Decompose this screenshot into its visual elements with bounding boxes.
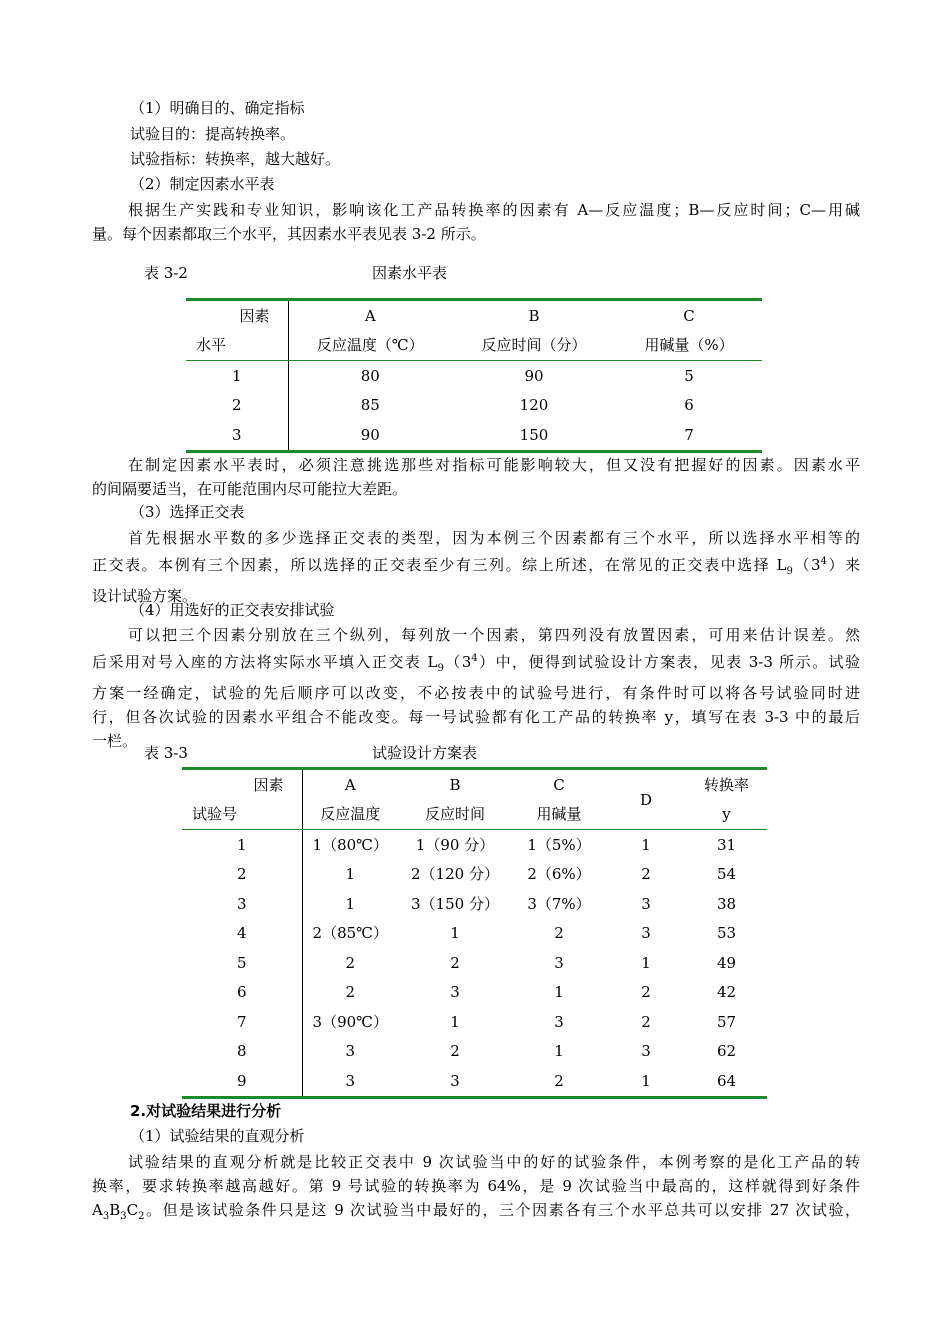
paragraph-line: 在制定因素水平表时，必须注意挑选那些对指标可能影响较大，但又没有把握好的因素。因素水平 [128, 456, 860, 474]
col-y-title: 转换率 [703, 775, 749, 794]
col-b-code: B [449, 775, 461, 794]
paragraph-line: 设计试验方案。 [92, 587, 198, 605]
trial-design-table [182, 767, 767, 1099]
paragraph-line: 后采用对号入座的方法将实际水平填入正交表 $L_9(3^4)$中，便得到试验设计方案表，见表 3-3 所示。试验 [92, 653, 860, 674]
trial-goal: 试验目的：提高转换率。 [130, 125, 296, 143]
table-3-2-number: 表 3-2 [144, 264, 188, 282]
paragraph-line: 可以把三个因素分别放在三个纵列，每列放一个因素，第四列没有放置因素，可用来估计误差。然 [128, 626, 860, 644]
paragraph-line: 一栏。 [92, 732, 138, 750]
section-2-paragraph [92, 198, 860, 246]
table-row: 8 3 2 1 3 62 [182, 1037, 767, 1067]
header-factor: 因素 [186, 300, 288, 331]
col-c-code: C [683, 306, 695, 325]
table-3-3-number: 表 3-3 [144, 744, 188, 762]
header-trial: 试验号 [182, 800, 302, 830]
paragraph-line: 行，但各次试验的因素水平组合不能改变。每一号试验都有化工产品的转换率 y，填写在表 3-3 中的最后 [92, 708, 860, 726]
table-row: 2 1 2（120 分） 2（6%） 2 54 [182, 860, 767, 890]
col-d-code: D [606, 769, 686, 830]
section-3-paragraph [92, 526, 860, 608]
part-2-subheading: （1）试验结果的直观分析 [130, 1127, 305, 1145]
part-2-heading: 2.对试验结果进行分析 [130, 1102, 282, 1120]
table-row: 4 2（85℃） 1 2 3 53 [182, 919, 767, 949]
table-row: 5 2 2 3 1 49 [182, 948, 767, 978]
paragraph-line: 根据生产实践和专业知识，影响该化工产品转换率的因素有 A—反应温度；B—反应时间；C—用碱 [128, 201, 860, 219]
table-row: 9 3 3 2 1 64 [182, 1066, 767, 1097]
paragraph-line: 换率，要求转换率越高越好。第 9 号试验的转换率为 64%，是 9 次试验当中最高的，这样就得到好条件 [92, 1177, 860, 1195]
header-factor: 因素 [182, 769, 302, 800]
section-4-heading: （4）用选好的正交表安排试验 [130, 601, 335, 619]
col-c-name: 用碱量 [512, 800, 606, 830]
table-row: 3 1 3（150 分） 3（7%） 3 38 [182, 889, 767, 919]
section-2-heading: （2）制定因素水平表 [130, 175, 275, 193]
paragraph-line: 方案一经确定，试验的先后顺序可以改变，不必按表中的试验号进行，有条件时可以将各号试验同时进 [92, 684, 860, 702]
table-row: 7 3（90℃） 1 3 2 57 [182, 1007, 767, 1037]
col-a-name: 反应温度 [302, 800, 398, 830]
paragraph-line: 试验结果的直观分析就是比较正交表中 9 次试验当中的好的试验条件，本例考察的是化工产品的转 [128, 1153, 860, 1171]
table-row: 6 2 3 1 2 42 [182, 978, 767, 1008]
after-table-paragraph [92, 453, 860, 501]
paragraph-line: 首先根据水平数的多少选择正交表的类型，因为本例三个因素都有三个水平，所以选择水平相等的 [128, 529, 860, 547]
section-3-heading: （3）选择正交表 [130, 503, 245, 521]
part-2-paragraph [92, 1150, 860, 1229]
col-a-code: A [344, 775, 356, 794]
section-1-heading: （1）明确目的、确定指标 [130, 99, 305, 117]
table-row: 3 90 150 7 [186, 420, 762, 451]
col-c-name: 用碱量（%） [616, 331, 762, 361]
paragraph-line: $A_3B_3C_2$。但是该试验条件只是这 9 次试验当中最好的，三个因素各有三个水平总共可以安排 27 次试验， [92, 1201, 860, 1222]
col-a-code: A [364, 306, 376, 325]
col-b-name: 反应时间 [398, 800, 512, 830]
table-row: 2 85 120 6 [186, 391, 762, 421]
paragraph-line: 正交表。本例有三个因素，所以选择的正交表至少有三列。综上所述，在常见的正交表中选择 $L_9(3^4)$来 [92, 556, 861, 577]
col-b-name: 反应时间（分） [452, 331, 616, 361]
col-y-symbol: y [686, 800, 767, 830]
header-level: 水平 [186, 331, 288, 361]
col-c-code: C [553, 775, 565, 794]
trial-index: 试验指标：转换率，越大越好。 [130, 150, 341, 168]
col-b-code: B [528, 306, 540, 325]
paragraph-line: 量。每个因素都取三个水平，其因素水平表见表 3-2 所示。 [92, 225, 486, 243]
table-row: 1 1（80℃） 1（90 分） 1（5%） 1 31 [182, 830, 767, 860]
table-row: 1 80 90 5 [186, 361, 762, 391]
table-3-3-title: 试验设计方案表 [372, 744, 478, 762]
paragraph-line: 的间隔要适当，在可能范围内尽可能拉大差距。 [92, 480, 408, 498]
section-4-paragraph [92, 623, 860, 753]
col-a-name: 反应温度（℃） [288, 331, 452, 361]
factor-level-table [186, 298, 762, 453]
table-3-2-title: 因素水平表 [372, 264, 448, 282]
